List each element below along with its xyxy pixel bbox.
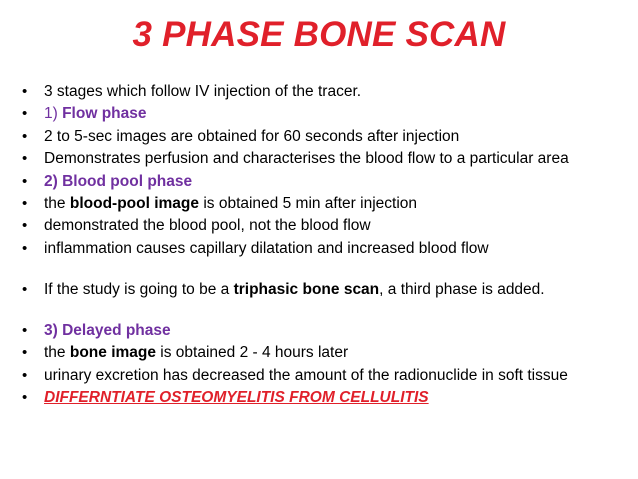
- bullet-marker: •: [22, 321, 28, 339]
- bullet-text: blood-pool image: [69, 194, 200, 212]
- bullet-text: , a third phase is added.: [379, 280, 545, 298]
- bullet-marker: •: [22, 194, 28, 212]
- bullet-text: 3 stages which follow IV injection of the tracer.: [44, 83, 362, 100]
- bullet-text: 2) Blood pool phase: [44, 172, 193, 190]
- bullet-item: [22, 82, 627, 101]
- bullet-marker: •: [22, 127, 28, 145]
- bullet-text: Flow phase: [62, 105, 147, 123]
- bullet-text: is obtained 5 min after injection: [199, 194, 417, 212]
- bullet-text: DIFFERNTIATE OSTEOMYELITIS FROM CELLULITIS: [44, 388, 429, 406]
- bullet-text: If the study is going to be a: [44, 280, 234, 298]
- bullet-item: [22, 104, 627, 123]
- bullet-text: triphasic bone scan: [233, 280, 380, 298]
- bullet-text: bone image: [69, 344, 156, 362]
- bullet-item: [22, 343, 627, 362]
- bullet-marker: •: [22, 83, 28, 100]
- bullet-text: demonstrated the blood pool, not the blood flow: [44, 217, 371, 235]
- bullet-text: the: [44, 344, 70, 362]
- bullet-text: 2 to 5-sec images are obtained for 60 seconds after injection: [44, 127, 460, 145]
- bullet-text: is obtained 2 - 4 hours later: [156, 344, 349, 362]
- bullet-text: 3) Delayed phase: [44, 321, 171, 339]
- bullet-item: [22, 149, 627, 168]
- bullet-marker: •: [22, 150, 28, 168]
- bullet-text: Demonstrates perfusion and characterises the blood flow to a particular area: [44, 150, 569, 168]
- bullet-item: [22, 194, 627, 213]
- bullet-marker: •: [22, 388, 28, 406]
- bullet-text: inflammation causes capillary dilatation and increased blood flow: [44, 239, 489, 257]
- bullet-text: the: [44, 194, 70, 212]
- bullet-marker: •: [22, 344, 28, 362]
- bullet-marker: •: [22, 366, 28, 384]
- bullet-list: [22, 82, 627, 410]
- bullet-item: [22, 127, 627, 146]
- bullet-marker: •: [22, 239, 28, 257]
- bullet-marker: •: [22, 172, 28, 190]
- bullet-item: [22, 172, 627, 191]
- bullet-item: [22, 388, 627, 407]
- bullet-item: [22, 216, 627, 235]
- bullet-marker: •: [22, 105, 28, 123]
- bullet-marker: •: [22, 280, 28, 298]
- bullet-item: [22, 321, 627, 340]
- slide-title: 3 PHASE BONE SCAN: [132, 15, 506, 54]
- bullet-item: [22, 366, 627, 385]
- bullet-text: 1): [44, 105, 63, 123]
- bullet-item: [22, 239, 627, 258]
- bullet-item: [22, 280, 627, 299]
- bullet-text: urinary excretion has decreased the amount of the radionuclide in soft tissue: [44, 366, 568, 384]
- bullet-marker: •: [22, 217, 28, 235]
